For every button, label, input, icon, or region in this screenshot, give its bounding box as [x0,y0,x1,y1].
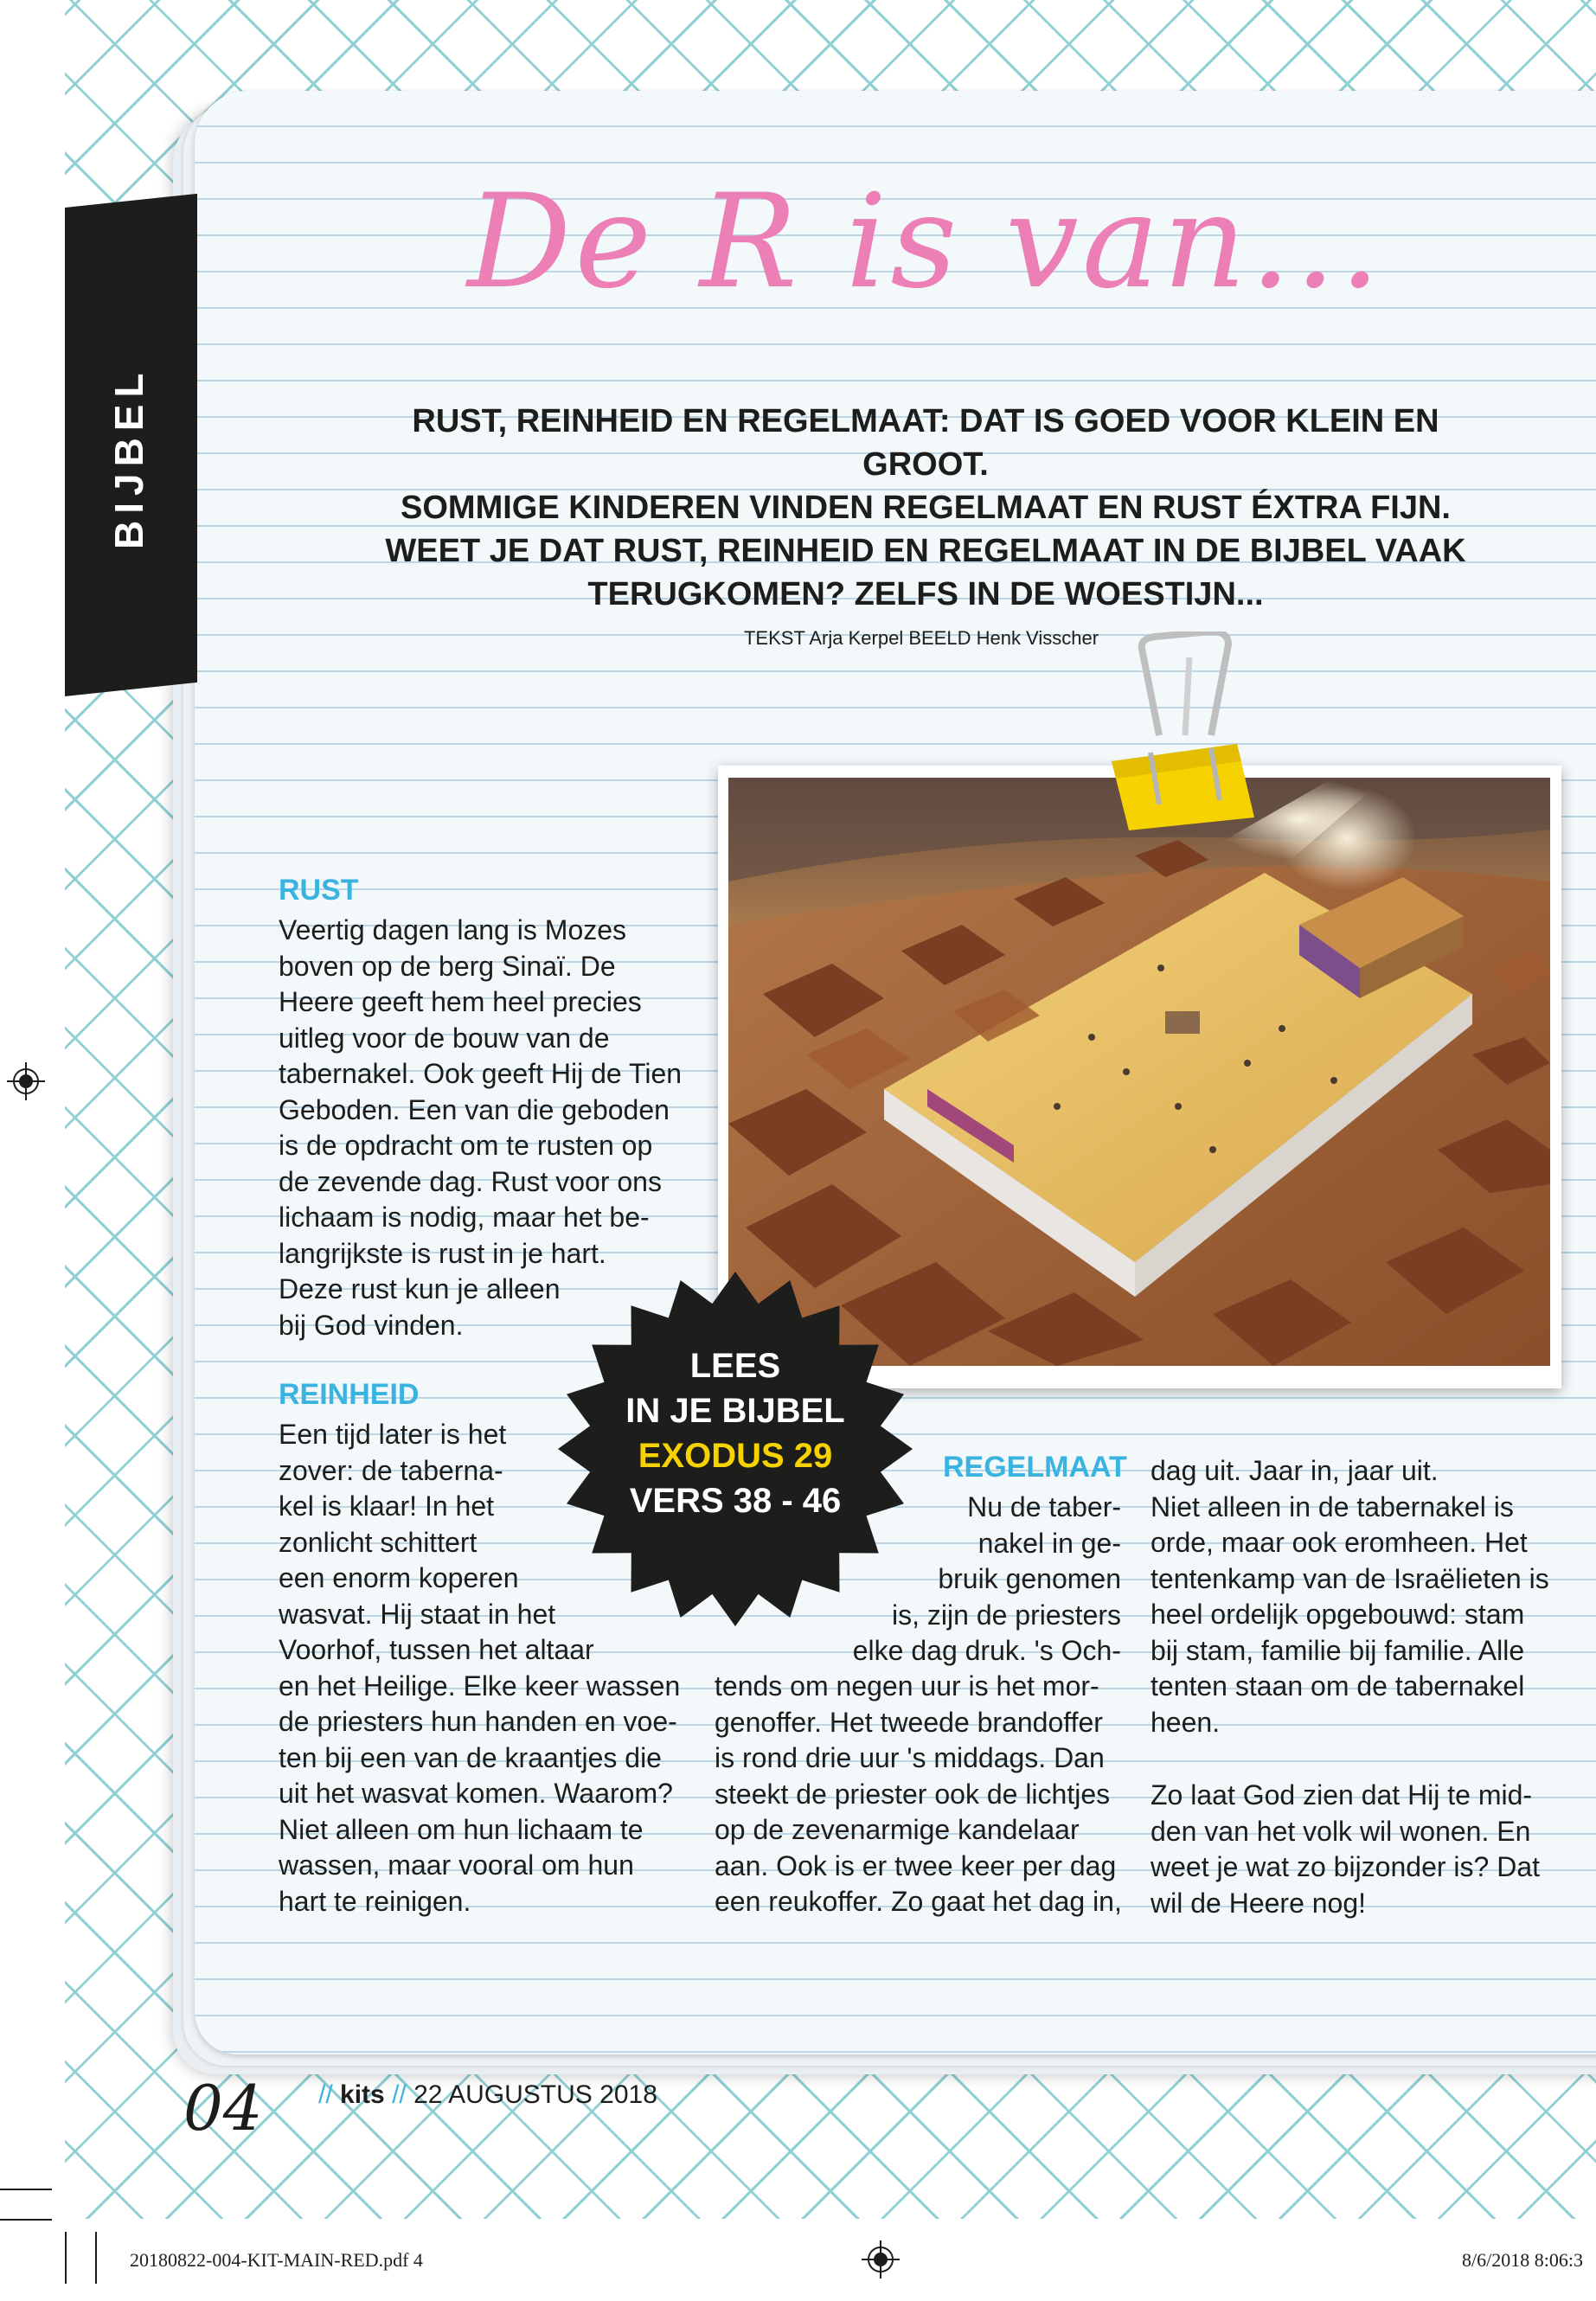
text-line: een reukoffer. Zo gaat het dag in, [715,1886,1122,1917]
text-line: aan. Ook is er twee keer per dag [715,1849,1117,1881]
col3-text [1151,1453,1549,1740]
credits: TEKST Arja Kerpel BEELD Henk Visscher [743,627,1099,649]
text-line: dag uit. Jaar in, jaar uit. [1151,1455,1439,1486]
text-line: een enorm koperen [279,1562,519,1593]
text-line: steekt de priester ook de lichtjes [715,1778,1111,1810]
page-number: 04 [183,2072,263,2144]
intro-line: WEET JE DAT RUST, REINHEID EN REGELMAAT IN DE BIJBEL VAAK [385,533,1466,569]
print-timestamp: 8/6/2018 8:06:3 [1462,2249,1583,2271]
brand-name: kits [340,2080,385,2109]
text-line: boven op de berg Sinaï. De [279,950,616,982]
text-line: is, zijn de priesters [892,1599,1121,1631]
text-line: langrijkste is rust in je hart. [279,1237,606,1269]
text-line: weet je wat zo bijzonder is? Dat [1151,1851,1540,1882]
badge-line: VERS 38 - 46 [629,1482,842,1520]
col3-text-2 [1151,1778,1540,1921]
crop-mark [0,2189,52,2190]
crop-mark [65,2232,67,2284]
text-line: de zevende dag. Rust voor ons [279,1165,662,1197]
text-line: uit het wasvat komen. Waarom? [279,1778,673,1809]
text-line: zover: de taberna- [279,1454,503,1486]
text-line: lichaam is nodig, maar het be- [279,1202,650,1233]
print-filename: 20180822-004-KIT-MAIN-RED.pdf 4 [130,2249,423,2271]
text-line: Zo laat God zien dat Hij te mid- [1151,1779,1533,1811]
text-line: bruik genomen [938,1563,1121,1594]
text-line: den van het volk wil wonen. En [1151,1815,1531,1847]
text-line: tentenkamp van de Israëlieten is [1151,1562,1549,1594]
intro-line: TERUGKOMEN? ZELFS IN DE WOESTIJN... [587,576,1264,612]
text-line: Veertig dagen lang is Mozes [279,914,627,945]
text-line: wassen, maar vooral om hun [279,1849,634,1881]
text-line: Geboden. Een van die geboden [279,1093,670,1125]
text-line: Voorhof, tussen het altaar [279,1634,594,1665]
text-line: uitleg voor de bouw van de [279,1022,610,1054]
text-line: heen. [1151,1706,1221,1738]
text-line: tends om negen uur is het mor- [715,1670,1099,1702]
text-line: tenten staan om de tabernakel [1151,1670,1525,1702]
text-line: elke dag druk. 's Och- [852,1635,1121,1666]
text-line: is de opdracht om te rusten op [279,1130,653,1161]
separator: // [318,2080,333,2109]
text-line: Niet alleen om hun lichaam te [279,1813,644,1845]
text-line: is rond drie uur 's middags. Dan [715,1742,1105,1773]
text-line: hart te reinigen. [279,1885,471,1917]
intro-line: RUST, REINHEID EN REGELMAAT: DAT IS GOED VOOR KLEIN EN GROOT. [412,403,1439,483]
text-line: Niet alleen in de tabernakel is [1151,1490,1514,1522]
footer-info [318,2080,657,2110]
text-line: Heere geeft hem heel precies [279,986,642,1017]
binder-clip-icon [1107,631,1263,830]
text-line: bij stam, familie bij familie. Alle [1151,1634,1525,1666]
page-title: De R is van... [467,167,1384,317]
text-line: zonlicht schittert [279,1526,478,1558]
intro-text [363,400,1488,616]
text-line: tabernakel. Ook geeft Hij de Tien [279,1058,683,1089]
text-line: en het Heilige. Elke keer wassen [279,1670,681,1702]
badge-line: LEES [689,1347,781,1385]
text-line: ten bij een van de kraantjes die [279,1741,662,1773]
crop-mark [0,2219,52,2221]
badge-line-highlight: EXODUS 29 [638,1437,833,1475]
text-line: Deze rust kun je alleen [279,1273,561,1304]
text-line: wil de Heere nog! [1151,1887,1367,1919]
separator: // [392,2080,407,2109]
badge-text [554,1343,917,1523]
text-line: heel ordelijk opgebouwd: stam [1151,1599,1525,1630]
text-line: wasvat. Hij staat in het [279,1598,556,1630]
text-line: Nu de taber- [967,1491,1121,1522]
text-line: bij God vinden. [279,1309,464,1341]
badge-line: IN JE BIJBEL [625,1392,845,1430]
text-line: nakel in ge- [977,1527,1121,1559]
heading-regelmaat: REGELMAAT [943,1451,1127,1484]
registration-mark-icon [7,1062,45,1100]
heading-rust: RUST [279,874,359,907]
crop-mark [95,2232,97,2284]
text-line: orde, maar ook eromheen. Het [1151,1527,1528,1558]
text-line: op de zevenarmige kandelaar [715,1814,1080,1845]
issue-date: 22 AUGUSTUS 2018 [413,2080,657,2109]
text-line: genoffer. Het tweede brandoffer [715,1706,1103,1738]
registration-mark-icon [862,2240,900,2279]
text-line: de priesters hun handen en voe- [279,1706,677,1737]
intro-line: SOMMIGE KINDEREN VINDEN REGELMAAT EN RUST ÉXTRA FIJN. [401,490,1451,526]
heading-reinheid: REINHEID [279,1378,420,1411]
text-line: Een tijd later is het [279,1419,507,1450]
text-line: kel is klaar! In het [279,1490,494,1522]
section-tab-label: BIJBEL [106,366,151,549]
regelmaat-text [715,1669,1122,1920]
